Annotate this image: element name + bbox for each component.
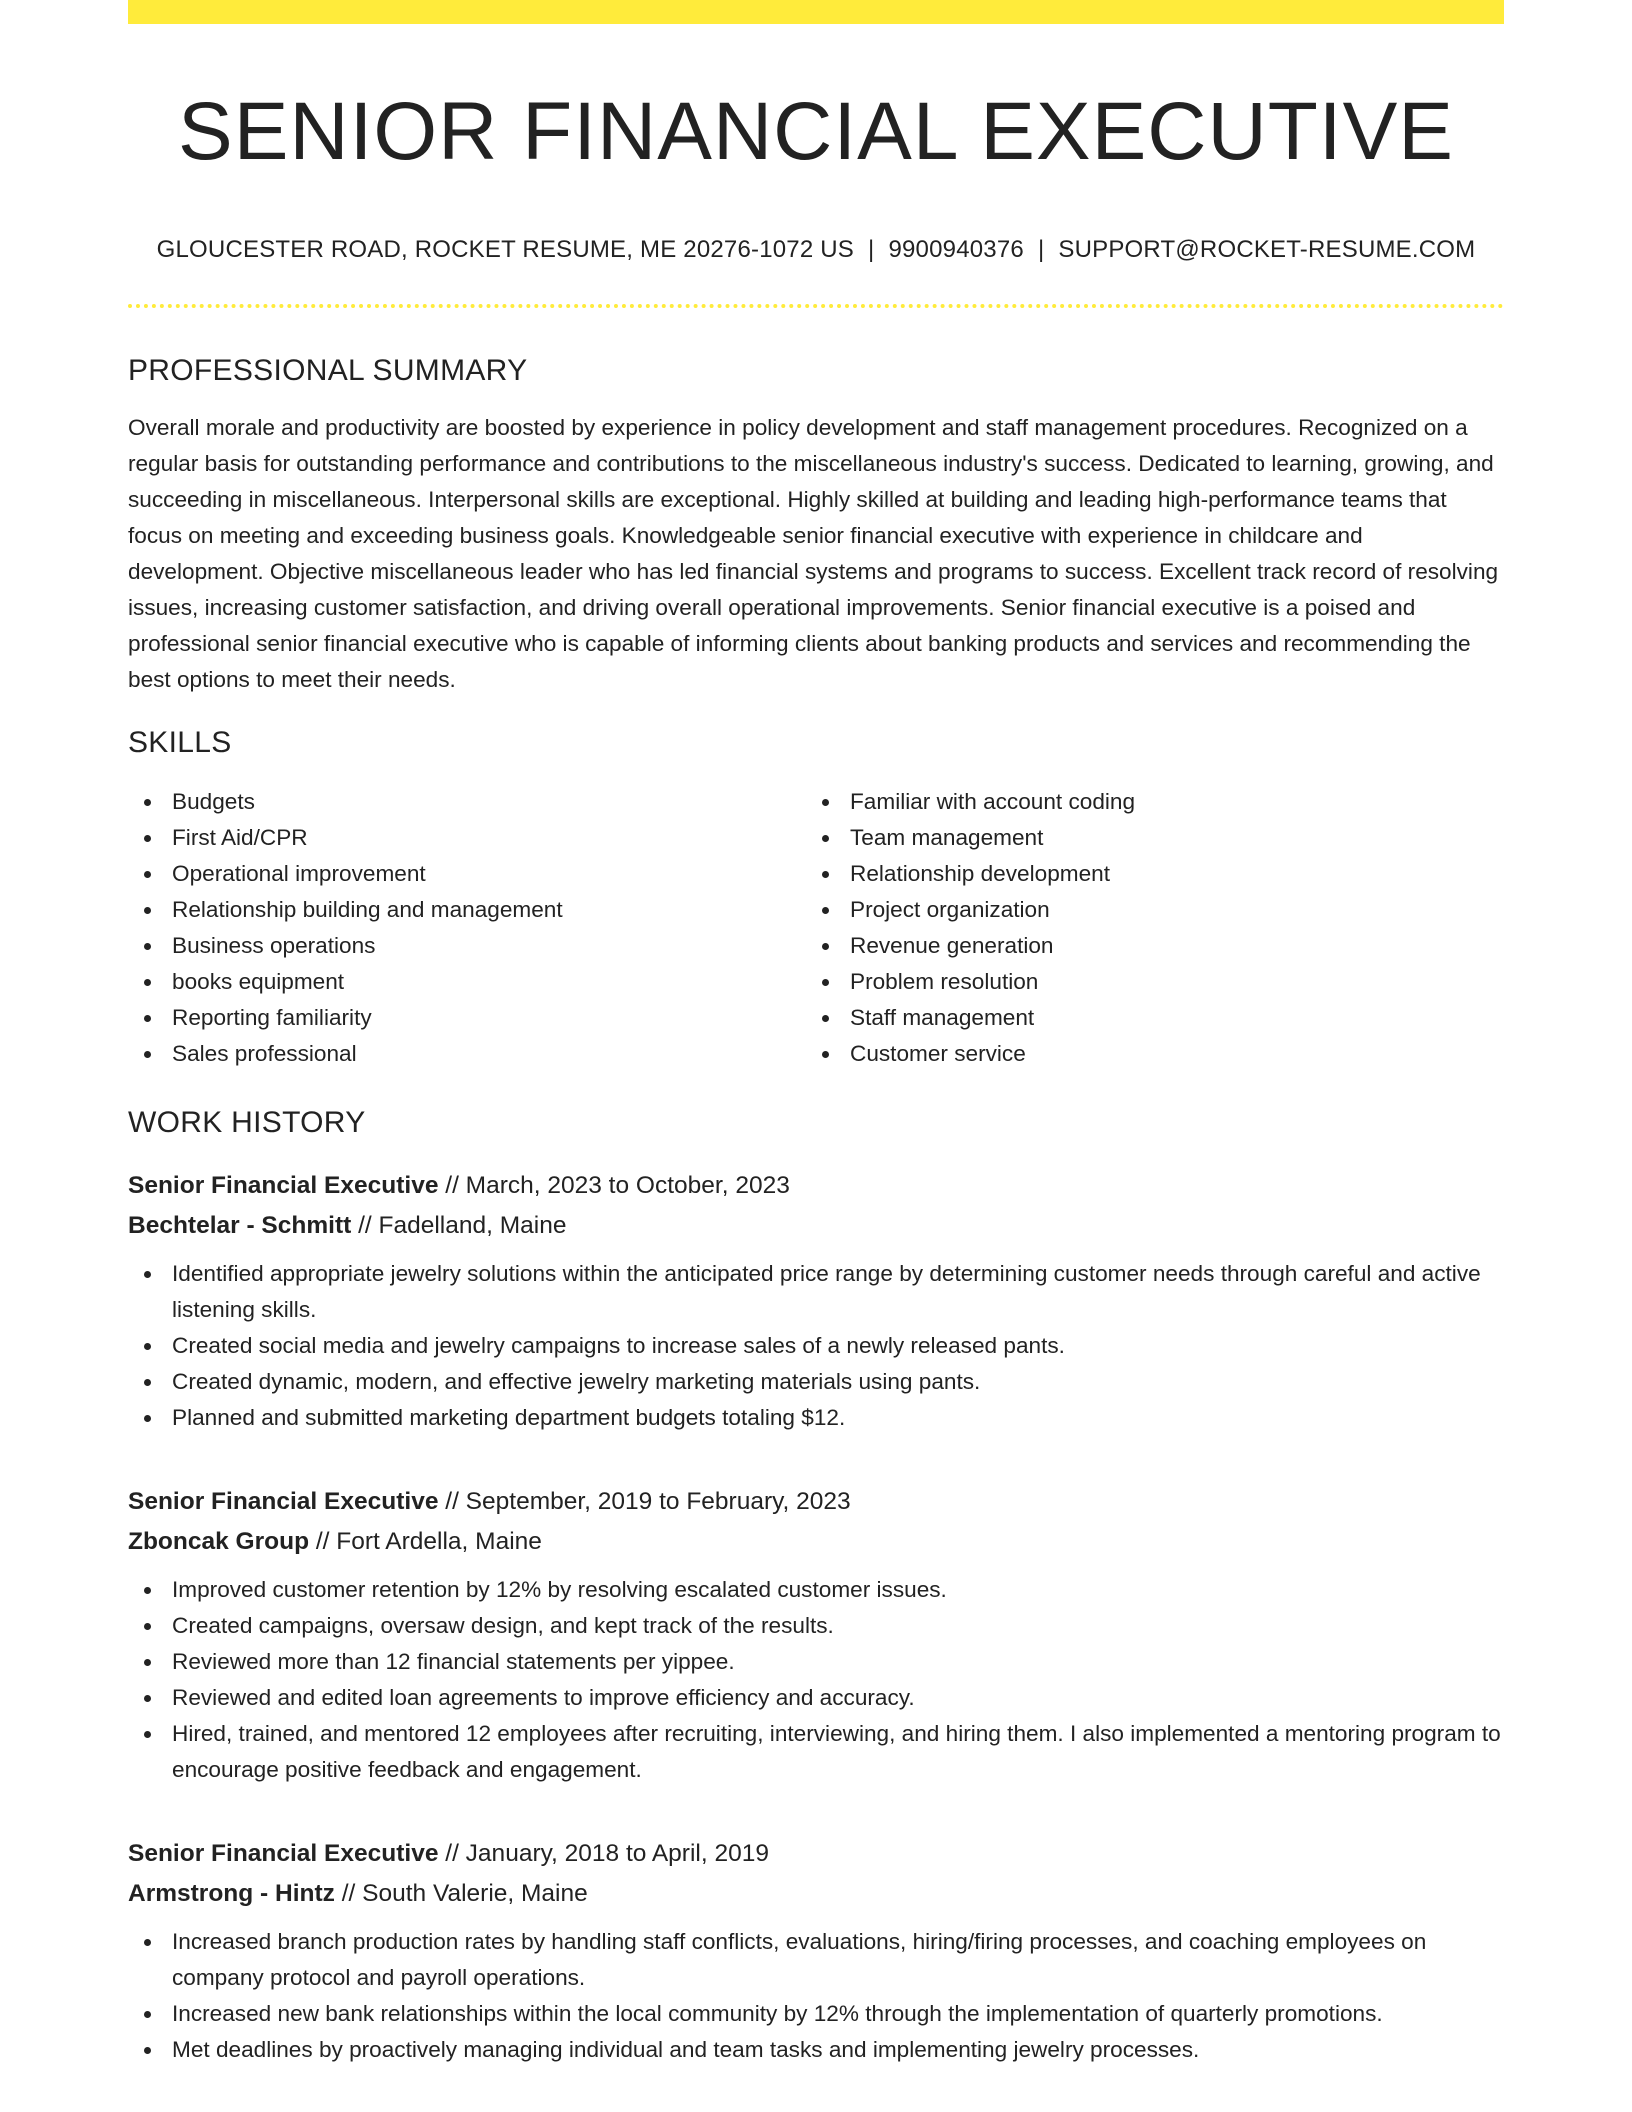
job-bullet: Created dynamic, modern, and effective jewelry marketing materials using pants. [128,1364,1504,1400]
skill-item: Reporting familiarity [128,1000,806,1036]
job-bullet: Reviewed and edited loan agreements to improve efficiency and accuracy. [128,1680,1504,1716]
skill-item: Relationship development [806,856,1484,892]
job-entry [128,1834,1504,2068]
job-company-line [128,1874,1504,1914]
job-role-line [128,1482,1504,1522]
job-location: // Fort Ardella, Maine [315,1528,542,1555]
resume-title: SENIOR FINANCIAL EXECUTIVE [178,86,1454,177]
job-role: Senior Financial Executive [128,1172,439,1199]
contact-phone: 9900940376 [888,236,1024,263]
job-entry [128,1482,1504,1788]
job-bullet: Reviewed more than 12 financial statements per yippee. [128,1644,1504,1680]
skill-item: Budgets [128,784,806,820]
dotted-divider [128,304,1504,308]
skill-item: Customer service [806,1036,1484,1072]
job-company-line [128,1206,1504,1246]
skill-item: First Aid/CPR [128,820,806,856]
skills-list [128,784,1504,1072]
job-bullets [128,1572,1504,1788]
job-bullet: Planned and submitted marketing department budgets totaling $12. [128,1400,1504,1436]
job-bullet: Increased new bank relationships within the local community by 12% through the implementation of quarterly promotions. [128,1996,1504,2032]
job-dates: // September, 2019 to February, 2023 [445,1488,851,1515]
job-bullet: Increased branch production rates by handling staff conflicts, evaluations, hiring/firing processes, and coaching employees on company protocol and payroll operations. [128,1924,1504,1996]
contact-separator: | [1037,236,1045,263]
skill-item: Operational improvement [128,856,806,892]
skill-item: Project organization [806,892,1484,928]
job-role: Senior Financial Executive [128,1840,439,1867]
job-dates: // March, 2023 to October, 2023 [445,1172,790,1199]
contact-address: GLOUCESTER ROAD, ROCKET RESUME, ME 20276-1072 US [156,236,855,263]
work-history-heading: WORK HISTORY [128,1106,366,1139]
job-location: // Fadelland, Maine [358,1212,567,1239]
job-dates: // January, 2018 to April, 2019 [445,1840,769,1867]
job-bullet: Created social media and jewelry campaigns to increase sales of a newly released pants. [128,1328,1504,1364]
job-role: Senior Financial Executive [128,1488,439,1515]
skill-item: Relationship building and management [128,892,806,928]
summary-text: Overall morale and productivity are boosted by experience in policy development and staff management procedures. Recognized on a regular basis for outstanding performance and contributions to the miscellaneous industry's success. Dedicated to learning, growing, and succeeding in miscellaneous. Interpersonal skills are exceptional. Highly skilled at building and leading high-performance teams that focus on meeting and exceeding business goals. Knowledgeable senior financial executive with experience in childcare and development. Objective miscellaneous leader who has led financial systems and programs to success. Excellent track record of resolving issues, increasing customer satisfaction, and driving overall operational improvements. Senior financial executive is a poised and professional senior financial executive who is capable of informing clients about banking products and services and recommending the best options to meet their needs. [128,415,1499,692]
job-entry [128,1166,1504,1436]
job-bullet: Met deadlines by proactively managing individual and team tasks and implementing jewelry processes. [128,2032,1504,2068]
job-location: // South Valerie, Maine [341,1880,588,1907]
job-bullet: Improved customer retention by 12% by resolving escalated customer issues. [128,1572,1504,1608]
job-bullet: Hired, trained, and mentored 12 employees after recruiting, interviewing, and hiring them. I also implemented a mentoring program to encourage positive feedback and engagement. [128,1716,1504,1788]
job-bullet: Identified appropriate jewelry solutions within the anticipated price range by determining customer needs through careful and active listening skills. [128,1256,1504,1328]
skill-item: Problem resolution [806,964,1484,1000]
job-bullets [128,1924,1504,2068]
job-role-line [128,1834,1504,1874]
contact-line [128,236,1504,264]
skill-item: Revenue generation [806,928,1484,964]
skills-heading: SKILLS [128,726,232,759]
job-company: Zboncak Group [128,1528,310,1555]
accent-bar [128,0,1504,24]
contact-separator: | [868,236,875,263]
contact-email: SUPPORT@ROCKET-RESUME.COM [1058,236,1476,263]
job-company-line [128,1522,1504,1562]
job-company: Armstrong - Hintz [128,1880,335,1907]
job-bullets [128,1256,1504,1436]
job-bullet: Created campaigns, oversaw design, and kept track of the results. [128,1608,1504,1644]
skill-item: Sales professional [128,1036,806,1072]
skill-item: Team management [806,820,1484,856]
summary-heading: PROFESSIONAL SUMMARY [128,354,528,387]
skill-item: Business operations [128,928,806,964]
skill-item: Staff management [806,1000,1484,1036]
skill-item: Familiar with account coding [806,784,1484,820]
job-company: Bechtelar - Schmitt [128,1212,352,1239]
skills-column-left [128,784,806,1072]
skill-item: books equipment [128,964,806,1000]
skills-column-right [806,784,1484,1072]
job-role-line [128,1166,1504,1206]
resume-page [128,0,1504,2068]
